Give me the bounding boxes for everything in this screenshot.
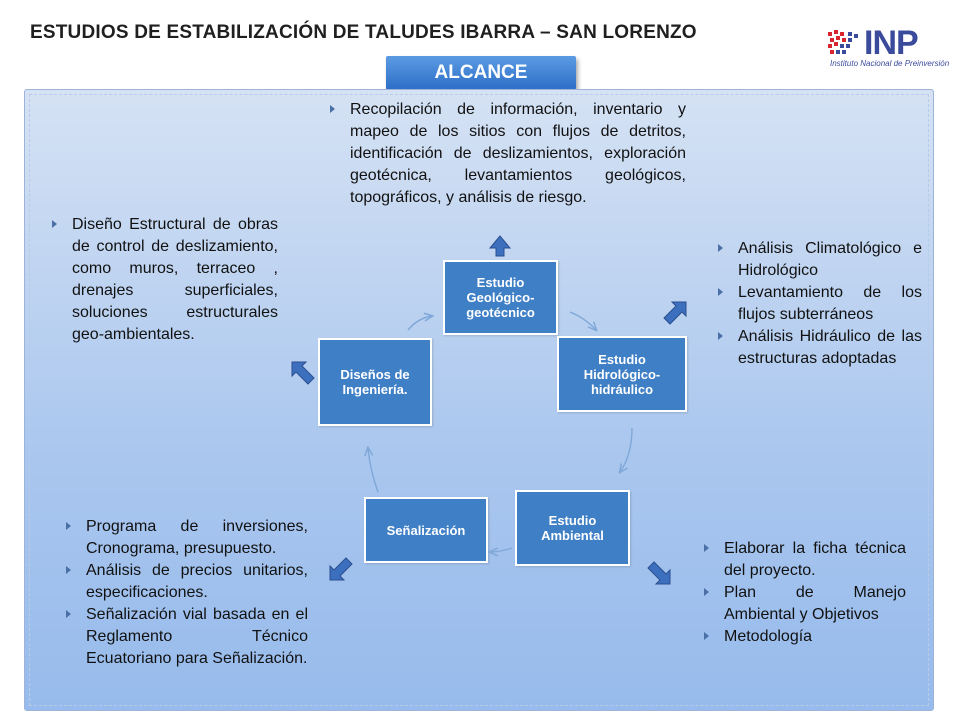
bullet-arrow-icon (718, 332, 723, 340)
cycle-arrow-2 (570, 312, 596, 330)
arrow-upright-icon (664, 302, 686, 324)
bullet-item: Elaborar la ficha técnica del proyecto. (700, 538, 906, 582)
bullet-item: Levantamiento de los flujos subterráneos (714, 282, 922, 326)
bullet-arrow-icon (704, 544, 709, 552)
bullet-item: Recopilación de información, inventario y mapeo de los sitios con flujos de detritos, identificación de deslizamientos, exploración geotécnica, levantamientos geológicos, topográficos, y análisis de riesgo. (326, 99, 686, 209)
text-left (48, 214, 278, 346)
bullet-item: Diseño Estructural de obras de control de deslizamiento, como muros, terraceo , drenajes superficiales, soluciones estructurales geo-ambientales. (48, 214, 278, 346)
arrow-upleft-icon (292, 362, 314, 384)
cycle-arrow-4 (490, 548, 512, 552)
bullet-arrow-icon (52, 220, 57, 228)
arrow-up-icon (490, 236, 510, 256)
bullet-arrow-icon (66, 566, 71, 574)
arrow-downleft-icon (330, 558, 352, 580)
box-estudio-hidrologico: Estudio Hidrológico-hidráulico (557, 336, 687, 412)
bullet-item: Análisis Climatológico e Hidrológico (714, 238, 922, 282)
text-bottom-right (700, 538, 906, 648)
arrow-downright-icon (648, 562, 670, 584)
logo-name: INP (864, 24, 918, 62)
alcance-header: ALCANCE (386, 56, 576, 90)
logo-subtitle: Instituto Nacional de Preinversión (830, 59, 950, 68)
bullet-item: Análisis de precios unitarios, especificaciones. (62, 560, 308, 604)
text-right (714, 238, 922, 370)
bullet-arrow-icon (704, 632, 709, 640)
text-top (326, 99, 686, 209)
bullet-arrow-icon (66, 522, 71, 530)
bullet-item: Metodología (700, 626, 906, 648)
cycle-arrow-5 (368, 448, 378, 492)
bullet-arrow-icon (704, 588, 709, 596)
box-estudio-ambiental: Estudio Ambiental (515, 490, 630, 566)
bullet-arrow-icon (718, 244, 723, 252)
bullet-arrow-icon (66, 610, 71, 618)
bullet-item: Programa de inversiones, Cronograma, presupuesto. (62, 516, 308, 560)
text-bottom-left (62, 516, 308, 670)
bullet-item: Señalización vial basada en el Reglamento Técnico Ecuatoriano para Señalización. (62, 604, 308, 670)
box-estudio-geologico: Estudio Geológico-geotécnico (443, 260, 558, 335)
bullet-item: Análisis Hidráulico de las estructuras adoptadas (714, 326, 922, 370)
box-disenos-ingenieria: Diseños de Ingeniería. (318, 338, 432, 426)
page-title: ESTUDIOS DE ESTABILIZACIÓN DE TALUDES IBARRA – SAN LORENZO (30, 22, 697, 43)
bullet-arrow-icon (718, 288, 723, 296)
cycle-arrow-3 (620, 428, 632, 472)
bullet-arrow-icon (330, 105, 335, 113)
box-senalizacion: Señalización (364, 497, 488, 563)
cycle-arrow-1 (408, 316, 432, 330)
bullet-item: Plan de Manejo Ambiental y Objetivos (700, 582, 906, 626)
